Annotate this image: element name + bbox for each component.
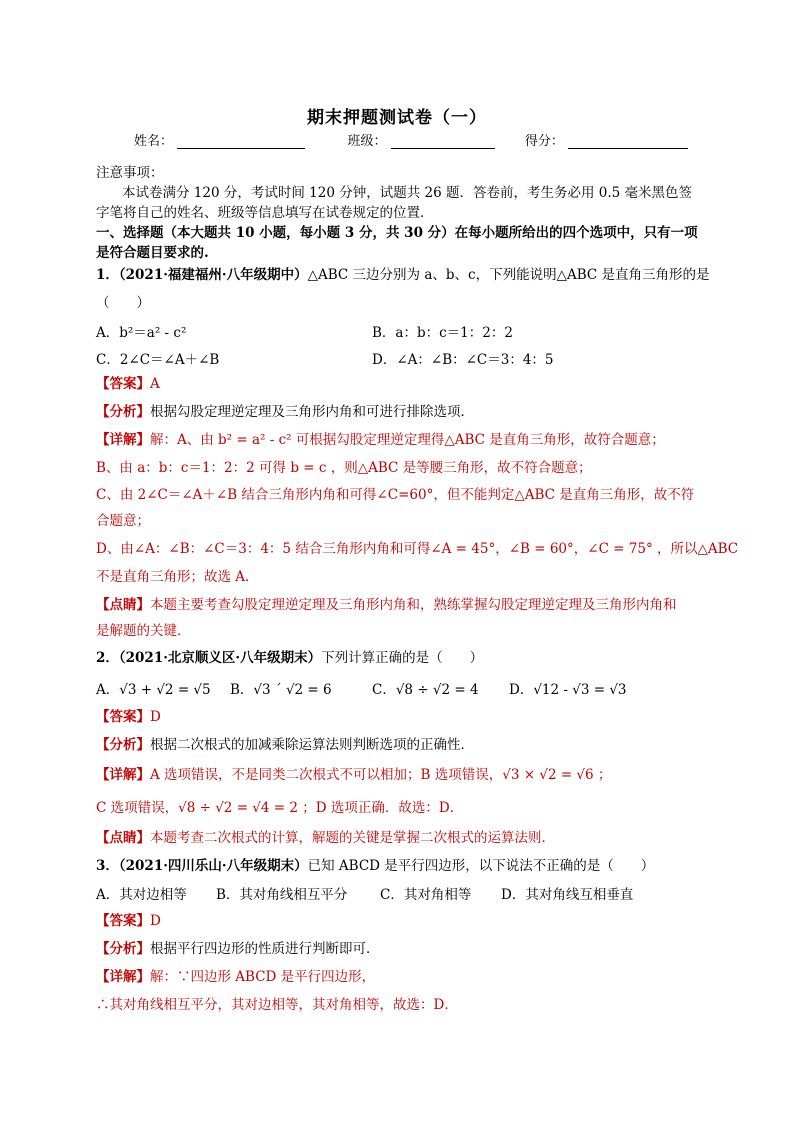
analysis-text: 根据勾股定理逆定理及三角形内角和可进行排除选项． xyxy=(150,404,474,420)
comment-text: 本题主要考查勾股定理逆定理及三角形内角和，熟练掌握勾股定理逆定理及三角形内角和 xyxy=(150,597,677,613)
section-heading-line-1: 一、选择题（本大题共 10 小题，每小题 3 分，共 30 分）在每小题所给出的四个选项中，只有一项 xyxy=(96,225,698,241)
notes-heading: 注意事项： xyxy=(96,165,164,181)
detail-text: A 选项错误，不是同类二次根式不可以相加；B 选项错误，√3 × √2 = √6 ； xyxy=(150,767,612,783)
question-2-option-d: D．√12 - √3 = √3 xyxy=(509,682,627,698)
answer-value: D xyxy=(150,913,161,929)
question-2-option-c: C．√8 ÷ √2 = 4 xyxy=(372,682,479,698)
question-1-analysis xyxy=(96,402,702,422)
question-1-option-b: B．a：b：c＝1：2：2 xyxy=(372,325,513,341)
question-1-text: △ABC 三边分别为 a、b、c，下列能说明△ABC 是直角三角形的是 xyxy=(307,267,710,283)
exam-title: 期末押题测试卷（一） xyxy=(307,108,487,128)
detail-text: 解：∵四边形 ABCD 是平行四边形， xyxy=(150,969,376,985)
student-info-row xyxy=(134,130,688,149)
question-1-detail-2: B、由 a：b：c＝1：2：2 可得 b = c ，则△ABC 是等腰三角形，故不符合题意； xyxy=(96,460,592,476)
answer-tag: 【答案】 xyxy=(96,709,150,725)
question-1-stem xyxy=(96,265,710,285)
analysis-text: 根据二次根式的加减乘除运算法则判断选项的正确性． xyxy=(150,737,474,753)
section-heading-line-2: 是符合题目要求的. xyxy=(96,245,209,261)
question-3-text: 已知 ABCD 是平行四边形，以下说法不正确的是（ ） xyxy=(307,858,655,874)
question-1-option-c: C．2∠C＝∠A＋∠B xyxy=(96,352,220,368)
score-label: 得分： xyxy=(524,134,564,149)
analysis-tag: 【分析】 xyxy=(96,941,150,957)
notes-line-1: 本试卷满分 120 分，考试时间 120 分钟，试题共 26 题．答卷前，考生务必用 0.5 毫米黑色签 xyxy=(122,185,693,201)
question-1-detail-1 xyxy=(96,430,702,450)
question-3-option-d: D．其对角线互相垂直 xyxy=(501,887,634,903)
name-blank[interactable] xyxy=(177,134,305,149)
question-2-stem xyxy=(96,648,702,668)
question-3-option-b: B．其对角线相互平分 xyxy=(216,887,348,903)
name-label: 姓名： xyxy=(134,134,174,149)
question-3-answer xyxy=(96,911,702,931)
analysis-text: 根据平行四边形的性质进行判断即可． xyxy=(150,941,380,957)
answer-value: A xyxy=(150,376,160,392)
class-blank[interactable] xyxy=(391,134,495,149)
answer-tag: 【答案】 xyxy=(96,376,150,392)
question-2-comment xyxy=(96,828,702,848)
question-2-answer xyxy=(96,707,702,727)
question-2-detail-2: C 选项错误，√8 ÷ √2 = √4 = 2 ；D 选项正确．故选：D． xyxy=(96,800,464,816)
class-label: 班级： xyxy=(347,134,387,149)
detail-tag: 【详解】 xyxy=(96,432,150,448)
question-1-detail-6: 不是直角三角形；故选 A． xyxy=(96,569,259,585)
question-1-detail-4: 合题意； xyxy=(96,513,150,529)
question-1-paren: （ ） xyxy=(96,295,150,311)
question-3-detail-1 xyxy=(96,967,702,987)
question-3-stem xyxy=(96,856,702,876)
score-blank[interactable] xyxy=(568,134,688,149)
question-2-analysis xyxy=(96,735,702,755)
question-3-option-c: C．其对角相等 xyxy=(380,887,472,903)
question-1-detail-3: C、由 2∠C＝∠A＋∠B 结合三角形内角和可得∠C=60°，但不能判定△ABC 是直角三角形，故不符 xyxy=(96,487,695,503)
analysis-tag: 【分析】 xyxy=(96,737,150,753)
question-2-detail-1 xyxy=(96,765,702,785)
detail-tag: 【详解】 xyxy=(96,767,150,783)
question-2-option-b: B．√3 ´ √2 = 6 xyxy=(230,682,332,698)
question-3-analysis xyxy=(96,939,702,959)
answer-tag: 【答案】 xyxy=(96,913,150,929)
question-3-option-a: A．其对边相等 xyxy=(96,887,187,903)
question-2-source: 2．（2021·北京顺义区·八年级期末） xyxy=(96,650,322,666)
question-1-comment-1 xyxy=(96,595,702,615)
question-1-option-a: A．b²＝a² - c² xyxy=(96,325,187,341)
detail-tag: 【详解】 xyxy=(96,969,150,985)
comment-tag: 【点睛】 xyxy=(96,597,150,613)
analysis-tag: 【分析】 xyxy=(96,404,150,420)
answer-value: D xyxy=(150,709,161,725)
notes-line-2: 字笔将自己的姓名、班级等信息填写在试卷规定的位置． xyxy=(96,205,434,221)
question-1-comment-2: 是解题的关键． xyxy=(96,623,191,639)
question-1-answer xyxy=(96,374,702,394)
question-1-source: 1．（2021·福建福州·八年级期中） xyxy=(96,267,308,283)
question-3-source: 3．（2021·四川乐山·八年级期末） xyxy=(96,858,308,874)
question-3-detail-2: ∴其对角线相互平分，其对边相等，其对角相等，故选：D． xyxy=(96,997,458,1013)
comment-text: 本题考查二次根式的计算，解题的关键是掌握二次根式的运算法则． xyxy=(150,830,555,846)
question-1-option-d: D．∠A：∠B：∠C＝3：4：5 xyxy=(372,352,554,368)
question-2-option-a: A．√3 + √2 = √5 xyxy=(96,682,211,698)
comment-tag: 【点睛】 xyxy=(96,830,150,846)
question-2-text: 下列计算正确的是（ ） xyxy=(321,650,484,666)
detail-text: 解：A、由 b² = a² - c² 可根据勾股定理逆定理得△ABC 是直角三角形，故符合题意； xyxy=(150,432,665,448)
question-1-detail-5: D、由∠A：∠B：∠C＝3：4：5 结合三角形内角和可得∠A = 45°，∠B = 60°，∠C = 75° ，所以△ABC xyxy=(96,541,739,557)
